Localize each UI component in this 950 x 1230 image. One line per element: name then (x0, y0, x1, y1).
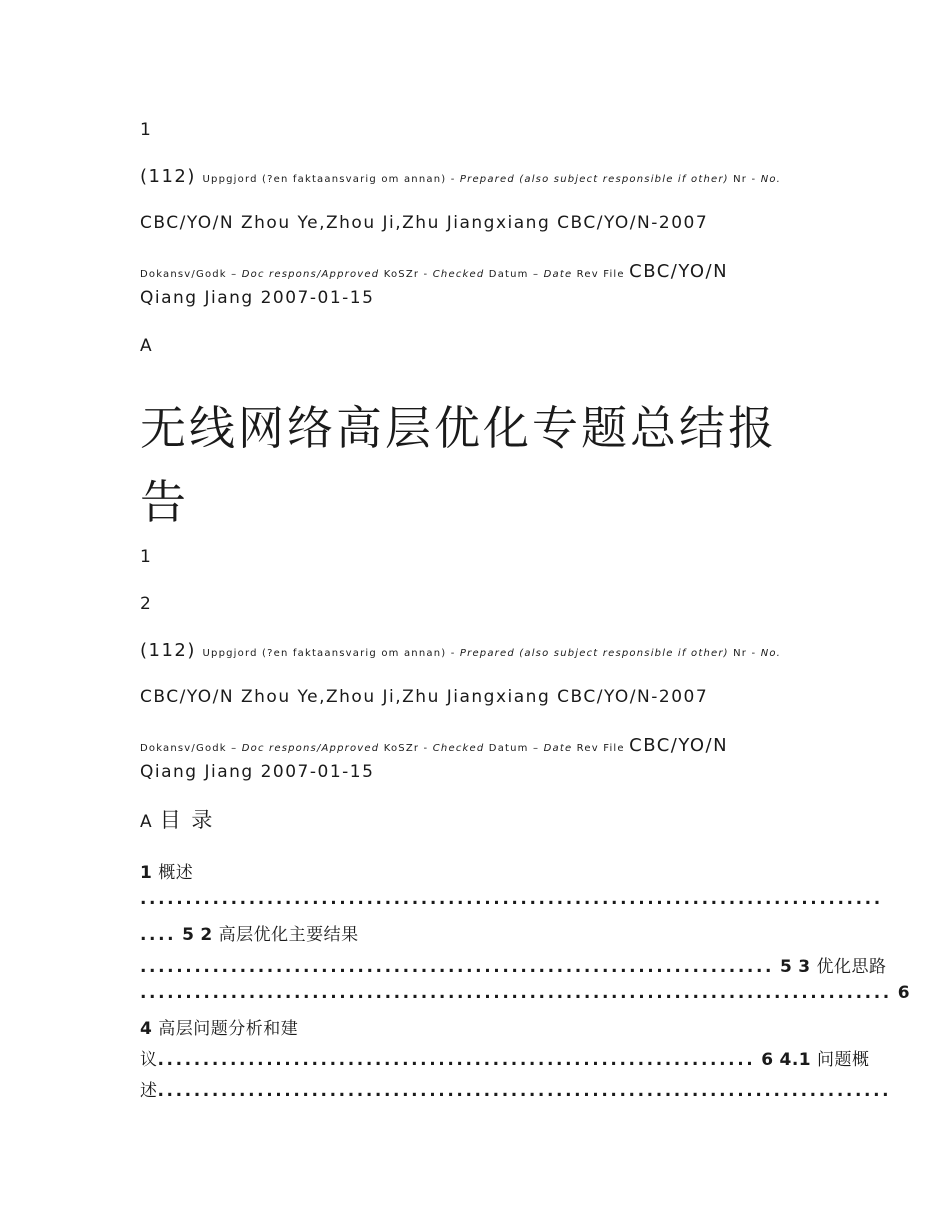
department-code: CBC/YO/N (629, 261, 729, 282)
number-label: Nr - (728, 648, 761, 659)
approver-line: Qiang Jiang 2007-01-15 (140, 762, 375, 782)
date-label-en: Date (543, 269, 573, 280)
department-code: CBC/YO/N (629, 735, 729, 756)
checked-label-en: Checked (432, 743, 485, 754)
header-approval-line (140, 261, 728, 282)
prepared-label-en: Prepared (also subject responsible if other) (459, 648, 729, 659)
date-label: Datum – (484, 743, 544, 754)
date-label: Datum – (484, 269, 544, 280)
form-code: (112) (140, 166, 196, 187)
page-number: 1 (140, 120, 153, 140)
revision: A (140, 336, 154, 356)
header-prepared-line (140, 166, 781, 187)
revision: A (140, 812, 154, 832)
rev-file-label: Rev File (572, 743, 630, 754)
date-label-en: Date (543, 743, 573, 754)
preparers-line: CBC/YO/N Zhou Ye,Zhou Ji,Zhu Jiangxiang CBC/YO/N-2007 (140, 213, 709, 233)
page-number: 1 (140, 547, 153, 567)
toc-entry[interactable]: ................................................................................... 6 (140, 983, 911, 1003)
approved-label-en: Doc respons/Approved (241, 269, 380, 280)
approver-line: Qiang Jiang 2007-01-15 (140, 288, 375, 308)
document-title-line-1: 无线网络高层优化专题总结报 (140, 401, 777, 455)
page-number: 2 (140, 594, 153, 614)
form-code: (112) (140, 640, 196, 661)
header-prepared-line (140, 640, 781, 661)
preparers-line: CBC/YO/N Zhou Ye,Zhou Ji,Zhu Jiangxiang CBC/YO/N-2007 (140, 687, 709, 707)
checked-label-en: Checked (432, 269, 485, 280)
header-approval-line (140, 735, 728, 756)
toc-entry[interactable]: ...................................................................... 5 3 优化思路 (140, 957, 887, 977)
number-label-en: No. (760, 174, 782, 185)
number-label-en: No. (760, 648, 782, 659)
toc-entry[interactable]: 1 概述 (140, 863, 194, 883)
toc-entry[interactable]: 4 高层问题分析和建 (140, 1019, 299, 1039)
toc-entry[interactable]: .... 5 2 高层优化主要结果 (140, 925, 359, 945)
toc-heading-line (140, 804, 214, 834)
toc-entry[interactable]: 议.................................................................. 6 4.1 问题概 (140, 1050, 870, 1070)
number-label: Nr - (728, 174, 761, 185)
approved-label: Dokansv/Godk – (140, 743, 242, 754)
prepared-label: Uppgjord (?en faktaansvarig om annan) - (202, 174, 460, 185)
prepared-label-en: Prepared (also subject responsible if other) (459, 174, 729, 185)
prepared-label: Uppgjord (?en faktaansvarig om annan) - (202, 648, 460, 659)
approved-label-en: Doc respons/Approved (241, 743, 380, 754)
toc-heading: 目 录 (159, 808, 215, 832)
toc-leader: .................................................................................. (140, 889, 883, 909)
rev-file-label: Rev File (572, 269, 630, 280)
toc-entry[interactable]: 述................................................................................. (140, 1081, 892, 1101)
document-title-line-2: 告 (140, 475, 189, 529)
checked-label: KoSZr - (379, 269, 433, 280)
checked-label: KoSZr - (379, 743, 433, 754)
approved-label: Dokansv/Godk – (140, 269, 242, 280)
